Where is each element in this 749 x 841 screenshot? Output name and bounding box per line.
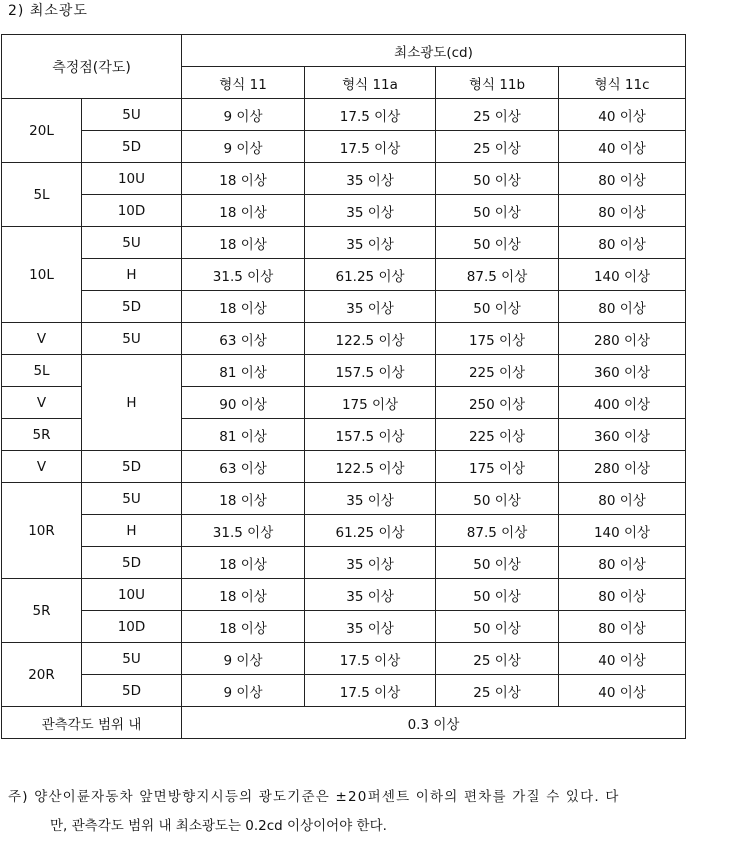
horizontal-angle-cell: 5R	[2, 419, 82, 451]
table-row	[2, 355, 686, 387]
vertical-angle-cell: 10U	[82, 163, 182, 195]
vertical-angle-cell: 5D	[82, 451, 182, 483]
horizontal-angle-cell: 5R	[2, 579, 82, 643]
intensity-value-cell: 400 이상	[559, 387, 686, 419]
vertical-angle-cell: 5U	[82, 99, 182, 131]
intensity-value-cell: 50 이상	[436, 195, 559, 227]
horizontal-angle-cell: 10R	[2, 483, 82, 579]
vertical-angle-cell: 5U	[82, 643, 182, 675]
intensity-value-cell: 31.5 이상	[182, 259, 305, 291]
intensity-value-cell: 80 이상	[559, 195, 686, 227]
intensity-value-cell: 225 이상	[436, 419, 559, 451]
vertical-angle-cell: 5D	[82, 675, 182, 707]
intensity-value-cell: 50 이상	[436, 483, 559, 515]
intensity-value-cell: 80 이상	[559, 163, 686, 195]
table-row	[2, 483, 686, 515]
intensity-value-cell: 122.5 이상	[305, 451, 436, 483]
intensity-value-cell: 9 이상	[182, 643, 305, 675]
horizontal-angle-cell: 5L	[2, 163, 82, 227]
intensity-value-cell: 61.25 이상	[305, 515, 436, 547]
header-row-1	[2, 35, 686, 67]
intensity-value-cell: 17.5 이상	[305, 131, 436, 163]
observation-range-label: 관측각도 범위 내	[2, 707, 182, 739]
table-row	[2, 259, 686, 291]
intensity-value-cell: 50 이상	[436, 547, 559, 579]
intensity-value-cell: 35 이상	[305, 579, 436, 611]
intensity-value-cell: 175 이상	[305, 387, 436, 419]
intensity-value-cell: 9 이상	[182, 99, 305, 131]
header-type: 형식 11a	[305, 67, 436, 99]
intensity-value-cell: 80 이상	[559, 483, 686, 515]
vertical-angle-cell: 5U	[82, 483, 182, 515]
intensity-value-cell: 18 이상	[182, 227, 305, 259]
intensity-value-cell: 40 이상	[559, 643, 686, 675]
header-type: 형식 11b	[436, 67, 559, 99]
intensity-value-cell: 40 이상	[559, 99, 686, 131]
intensity-value-cell: 25 이상	[436, 675, 559, 707]
intensity-value-cell: 18 이상	[182, 611, 305, 643]
horizontal-angle-cell: V	[2, 451, 82, 483]
vertical-angle-cell: 5U	[82, 323, 182, 355]
horizontal-angle-cell: 10L	[2, 227, 82, 323]
intensity-value-cell: 50 이상	[436, 611, 559, 643]
intensity-value-cell: 175 이상	[436, 451, 559, 483]
intensity-value-cell: 25 이상	[436, 643, 559, 675]
vertical-angle-cell: H	[82, 355, 182, 451]
intensity-value-cell: 250 이상	[436, 387, 559, 419]
intensity-value-cell: 9 이상	[182, 131, 305, 163]
table-row	[2, 227, 686, 259]
intensity-value-cell: 360 이상	[559, 355, 686, 387]
table-row	[2, 323, 686, 355]
vertical-angle-cell: H	[82, 259, 182, 291]
intensity-value-cell: 81 이상	[182, 355, 305, 387]
min-luminous-intensity-table	[1, 34, 686, 739]
intensity-value-cell: 360 이상	[559, 419, 686, 451]
footnote	[8, 783, 749, 841]
intensity-value-cell: 18 이상	[182, 579, 305, 611]
table-row	[2, 579, 686, 611]
table-row	[2, 99, 686, 131]
intensity-value-cell: 80 이상	[559, 579, 686, 611]
intensity-value-cell: 50 이상	[436, 579, 559, 611]
intensity-value-cell: 40 이상	[559, 131, 686, 163]
intensity-value-cell: 175 이상	[436, 323, 559, 355]
intensity-value-cell: 35 이상	[305, 163, 436, 195]
intensity-value-cell: 140 이상	[559, 515, 686, 547]
header-type: 형식 11	[182, 67, 305, 99]
horizontal-angle-cell: V	[2, 323, 82, 355]
intensity-value-cell: 63 이상	[182, 323, 305, 355]
table-row	[2, 547, 686, 579]
intensity-value-cell: 35 이상	[305, 291, 436, 323]
intensity-value-cell: 35 이상	[305, 195, 436, 227]
vertical-angle-cell: 5U	[82, 227, 182, 259]
intensity-value-cell: 35 이상	[305, 227, 436, 259]
table-row	[2, 451, 686, 483]
intensity-value-cell: 80 이상	[559, 291, 686, 323]
intensity-value-cell: 17.5 이상	[305, 675, 436, 707]
section-heading: 2) 최소광도	[8, 3, 88, 19]
table-row	[2, 611, 686, 643]
vertical-angle-cell: H	[82, 515, 182, 547]
table-row	[2, 675, 686, 707]
intensity-value-cell: 61.25 이상	[305, 259, 436, 291]
intensity-value-cell: 35 이상	[305, 611, 436, 643]
table-row	[2, 163, 686, 195]
vertical-angle-cell: 10D	[82, 611, 182, 643]
intensity-value-cell: 18 이상	[182, 291, 305, 323]
intensity-value-cell: 280 이상	[559, 451, 686, 483]
header-type: 형식 11c	[559, 67, 686, 99]
intensity-value-cell: 50 이상	[436, 291, 559, 323]
intensity-value-cell: 17.5 이상	[305, 99, 436, 131]
intensity-value-cell: 157.5 이상	[305, 419, 436, 451]
intensity-value-cell: 157.5 이상	[305, 355, 436, 387]
intensity-value-cell: 35 이상	[305, 483, 436, 515]
intensity-value-cell: 25 이상	[436, 131, 559, 163]
header-min-intensity: 최소광도(cd)	[182, 35, 686, 67]
intensity-value-cell: 90 이상	[182, 387, 305, 419]
intensity-value-cell: 50 이상	[436, 227, 559, 259]
intensity-value-cell: 50 이상	[436, 163, 559, 195]
intensity-value-cell: 140 이상	[559, 259, 686, 291]
intensity-value-cell: 40 이상	[559, 675, 686, 707]
intensity-value-cell: 80 이상	[559, 227, 686, 259]
footnote-line-1: 주) 양산이륜자동차 앞면방향지시등의 광도기준은 ±20퍼센트 이하의 편차를 가질 수 있다. 다	[8, 789, 620, 805]
intensity-value-cell: 18 이상	[182, 547, 305, 579]
vertical-angle-cell: 5D	[82, 291, 182, 323]
horizontal-angle-cell: 20R	[2, 643, 82, 707]
intensity-value-cell: 17.5 이상	[305, 643, 436, 675]
intensity-value-cell: 87.5 이상	[436, 259, 559, 291]
intensity-value-cell: 25 이상	[436, 99, 559, 131]
intensity-value-cell: 35 이상	[305, 547, 436, 579]
intensity-value-cell: 18 이상	[182, 163, 305, 195]
intensity-value-cell: 87.5 이상	[436, 515, 559, 547]
footer-row	[2, 707, 686, 739]
intensity-value-cell: 81 이상	[182, 419, 305, 451]
vertical-angle-cell: 10D	[82, 195, 182, 227]
horizontal-angle-cell: V	[2, 387, 82, 419]
intensity-value-cell: 18 이상	[182, 195, 305, 227]
observation-range-value: 0.3 이상	[182, 707, 686, 739]
intensity-value-cell: 31.5 이상	[182, 515, 305, 547]
horizontal-angle-cell: 5L	[2, 355, 82, 387]
vertical-angle-cell: 10U	[82, 579, 182, 611]
intensity-value-cell: 225 이상	[436, 355, 559, 387]
intensity-value-cell: 9 이상	[182, 675, 305, 707]
table-row	[2, 195, 686, 227]
intensity-value-cell: 122.5 이상	[305, 323, 436, 355]
table-row	[2, 515, 686, 547]
intensity-value-cell: 80 이상	[559, 611, 686, 643]
intensity-value-cell: 63 이상	[182, 451, 305, 483]
vertical-angle-cell: 5D	[82, 131, 182, 163]
intensity-value-cell: 280 이상	[559, 323, 686, 355]
table-row	[2, 643, 686, 675]
table-row	[2, 131, 686, 163]
intensity-value-cell: 18 이상	[182, 483, 305, 515]
horizontal-angle-cell: 20L	[2, 99, 82, 163]
table-row	[2, 291, 686, 323]
vertical-angle-cell: 5D	[82, 547, 182, 579]
footnote-line-2: 만, 관측각도 범위 내 최소광도는 0.2cd 이상이어야 한다.	[50, 818, 387, 834]
intensity-value-cell: 80 이상	[559, 547, 686, 579]
header-measure-point: 측정점(각도)	[2, 35, 182, 99]
